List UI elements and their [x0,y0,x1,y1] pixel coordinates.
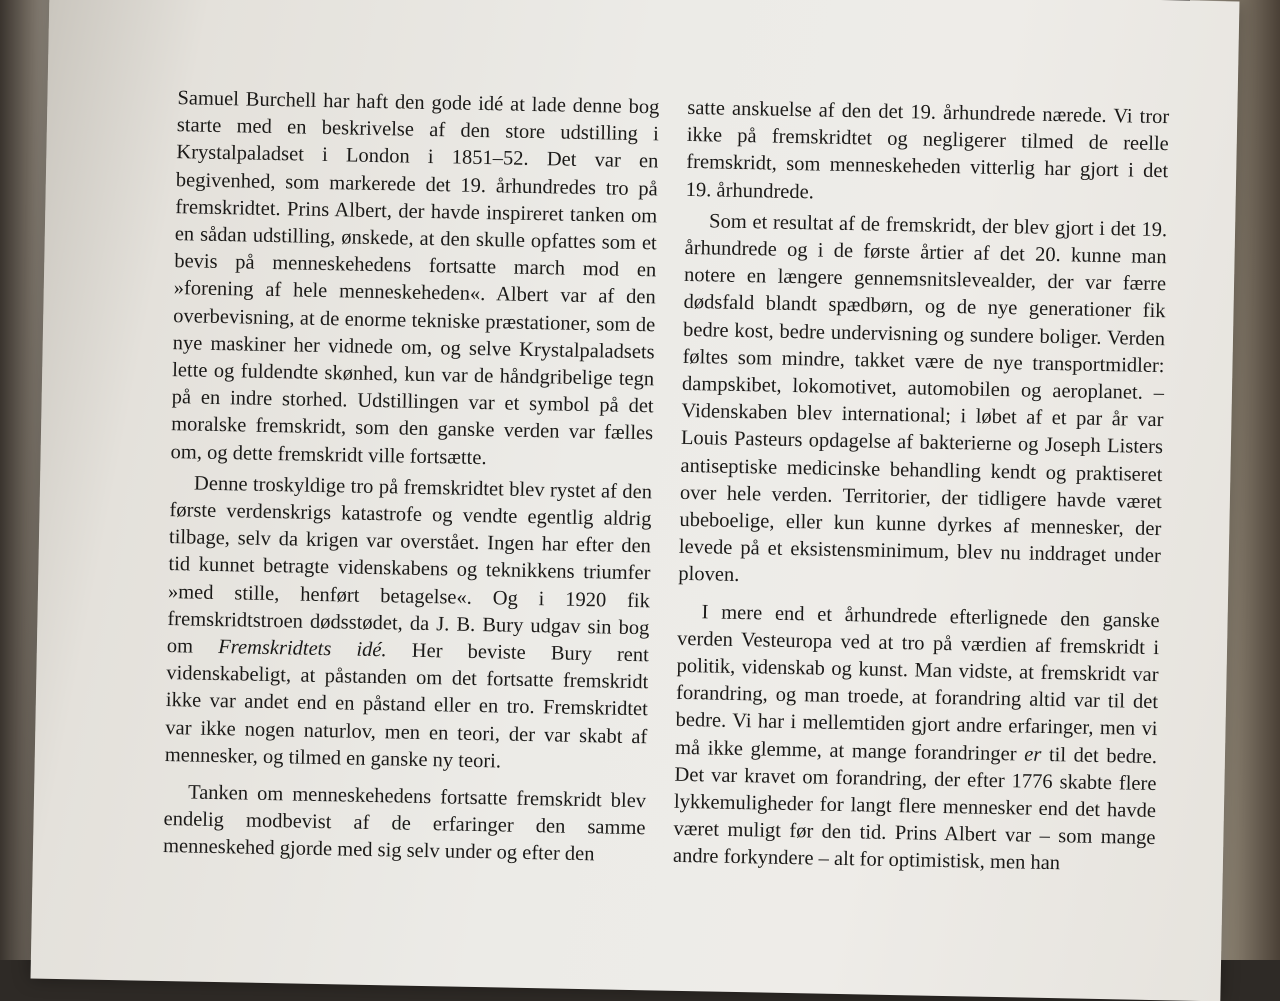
paragraph: Som et resultat af de fremskridt, der blev gjort i det 19. århundrede og i de første årtier af det 20. kunne man notere en længere gennemsnitslevealder, der var færre dødsfald blandt spædbørn, og de nye generationer fik bedre kost, bedre undervisning og sundere boliger. Verden føltes som mindre, takket være de nye transportmidler: dampskibet, lokomotivet, automobilen og aeroplanet. – Videnskaben blev international; i løbet af et par år var Louis Pasteurs opdagelse af bakterierne og Joseph Listers antiseptiske medicinske behandling kendt og praktiseret over hele verden. Territorier, der tidligere havde været ubeboelige, eller kun kunne dyrkes af mennesker, der levede på et eksistensminimum, blev nu inddraget under ploven. [678,210,1168,587]
paragraph [673,599,1160,880]
paragraph: satte anskuelse af den det 19. århundrede nærede. Vi tror ikke på fremskridtet og negligerer tilmed de reelle fremskridt, som menneskeheden vitterlig har gjort i det 19. århundrede. [685,96,1170,203]
emphasis-italic: er [1024,743,1042,766]
text-run: Her beviste Bury rent videnskabeligt, at påstanden om det fortsatte fremskridt ikke var andet end en påstand eller en tro. Fremskridtet var ikke nogen naturlov, men en teori, der var skabt af mennesker, og tilmed en ganske ny teori. [164,639,650,773]
left-text-column [163,85,660,870]
book-page [31,0,1240,1001]
paragraph [165,470,653,778]
text-run: til det bedre. Det var kravet om forandring, der efter 1776 skabte flere lykkemuligheder for langt flere mennesker end det havde været muligt før den tid. Prins Albert var – som mange andre forkyndere – alt for optimistisk, men han [672,743,1158,875]
paragraph: Tanken om menneskehedens fortsatte fremskridt blev endelig modbevist af de erfaringer den samme menneskehed gjorde med sig selv under og efter den [162,781,647,866]
paragraph: Samuel Burchell har haft den gode idé at lade denne bog starte med en beskrivelse af den store udstilling i Krystalpaladset i London i 1851–52. Det var en begivenhed, som markerede det 19. århundredes tro på fremskridtet. Prins Albert, der havde inspireret tanken om en sådan udstilling, ønskede, at den skulle opfattes som et bevis på menneskehedens fortsatte march mod en »forening af hele menneskeheden«. Albert var af den overbevisning, at de enorme tekniske præstationer, som de nye maskiner her vidnede om, og selve Krystalpaladsets lette og fuldendte skønhed, kun var de håndgribelige tegn på en indre storhed. Udstillingen var et symbol på det moralske fremskridt, som den ganske verden var fælles om, og dette fremskridt ville fortsætte. [170,87,660,469]
book-title-italic: Fremskridtets idé. [218,636,387,662]
text-run: I mere end et århundrede efterlignede den ganske verden Vesteuropa ved at tro på værdien af fremskridt i politik, videnskab og kunst. Man vidste, at fremskridt var forandring, og man troede, at forandring altid var til det bedre. Vi har i mellemtiden gjort andre erfaringer, men vi må ikke glemme, at mange forandringer [674,600,1160,766]
text-run: Denne troskyldige tro på fremskridtet blev rystet af den første verdenskrigs katastrofe og vendte egentlig aldrig tilbage, selv da krigen var overstået. Ingen har efter den tid kunnet betragte videnskabens og teknikkens triumfer »med stille, henført betagelse«. Og i 1920 fik fremskridtstroen dødsstødet, da J. B. Bury udgav sin bog om [166,472,653,659]
right-text-column [673,95,1170,880]
